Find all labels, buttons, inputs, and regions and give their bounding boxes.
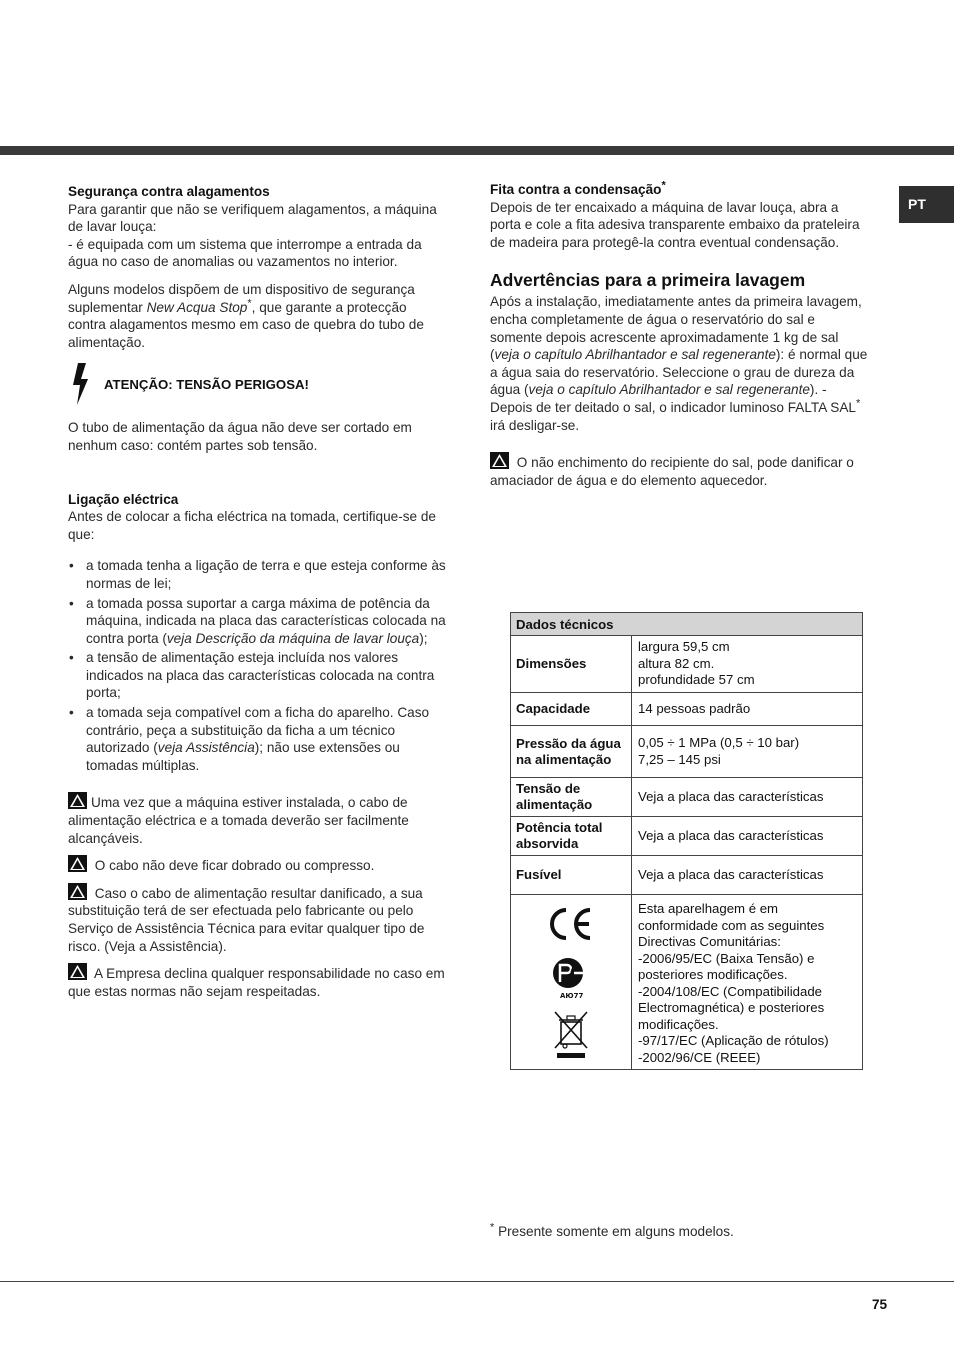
list-item <box>68 704 448 774</box>
electric-section <box>68 491 448 775</box>
warning-3 <box>68 883 448 955</box>
row-value: Veja a placa das características <box>632 778 863 817</box>
cert-line: -2002/96/CE (REEE) <box>638 1049 761 1065</box>
tape-title <box>490 181 870 199</box>
warning-triangle-icon <box>68 855 87 872</box>
first-wash-title: Advertências para a primeira lavagem <box>490 270 806 291</box>
cert-line: Esta aparelhagem é em conformidade com as seguintes Directivas Comunitárias: <box>638 901 825 949</box>
certification-text <box>632 895 863 1070</box>
table-row <box>511 693 863 726</box>
language-tab: PT <box>899 186 954 223</box>
footnote-text: Presente somente em alguns modelos. <box>498 1224 734 1239</box>
row-label: Tensão de alimentação <box>511 778 632 817</box>
tape-section <box>490 181 870 251</box>
technical-data-table <box>510 612 863 1070</box>
value-line: largura 59,5 cm <box>638 639 730 655</box>
row-label: Potência total absorvida <box>511 817 632 856</box>
list-item: • a tomada tenha a ligação de terra e que esteja conforme às normas de lei; <box>68 557 448 592</box>
list-item-reference: veja Descrição da máquina de lavar louça <box>166 630 420 646</box>
first-wash-text-part: ). - Depois de ter deitado o sal, o indicador luminoso FALTA SAL <box>490 382 856 415</box>
first-wash-text-part: Após a instalação, imediatamente antes da primeira lavagem, encha completamente de água o reservatório do sal e somente depois acrescente aproximadamente 1 kg de sal ( <box>490 294 862 363</box>
value-line: 7,25 – 145 psi <box>638 751 721 767</box>
warning-text: Caso o cabo de alimentação resultar danificado, a sua substituição terá de ser efectuada pelo fabricante ou pelo Serviço de Assistência Técnica para evitar qualquer tipo de risco. (Veja a Assistência). <box>68 885 425 954</box>
attention-text: O tubo de alimentação da água não deve ser cortado em nenhum caso: contém partes sob tensão. <box>68 420 412 453</box>
pct-code: АЮ77 <box>560 992 584 1000</box>
page-number: 75 <box>872 1297 888 1312</box>
list-item-text: ); não use extensões ou tomadas múltiplas. <box>86 740 400 773</box>
asterisk-mark: * <box>247 297 252 310</box>
list-item: • a tensão de alimentação esteja incluída nos valores indicados na placa das características colocada na contra porta; <box>68 649 448 702</box>
table-row <box>511 895 863 1070</box>
table-row <box>511 636 863 693</box>
attention-label: ATENÇÃO: TENSÃO PERIGOSA! <box>104 376 309 392</box>
electric-intro: Antes de colocar a ficha eléctrica na tomada, certifique-se de que: <box>68 509 436 542</box>
list-item-text: a tomada seja compatível com a ficha do aparelho. Caso contrário, peça a substituição da ficha a um técnico autorizado ( <box>86 705 430 756</box>
table-row <box>511 726 863 778</box>
warning-text: A Empresa declina qualquer responsabilidade no caso em que estas normas não sejam respeitadas. <box>68 966 445 999</box>
cert-line: -2004/108/EC (Compatibilidade Electromagnética) e posteriores modificações. <box>638 983 825 1032</box>
value-line: altura 82 cm. <box>638 655 715 671</box>
row-value: 14 pessoas padrão <box>632 693 863 726</box>
asterisk-mark: * <box>661 179 666 192</box>
warning-text: O cabo não deve ficar dobrado ou compresso. <box>94 858 375 874</box>
top-header-bar <box>0 146 954 155</box>
cert-line: -2006/95/EC (Baixa Tensão) e posteriores modificações. <box>638 950 815 982</box>
warning-triangle-icon <box>68 963 87 980</box>
value-line: profundidade 57 cm <box>638 672 755 688</box>
asterisk-mark: * <box>490 1221 495 1234</box>
warning-4 <box>68 963 448 1000</box>
row-label: Capacidade <box>511 693 632 726</box>
row-value <box>632 726 863 778</box>
list-item-text: a tomada possa suportar a carga máxima de potência da máquina, indicada na placa das características colocada na contra porta ( <box>86 595 446 646</box>
row-value: Veja a placa das características <box>632 856 863 895</box>
left-column <box>68 183 448 1010</box>
table-row <box>511 856 863 895</box>
acqua-stop-name: New Acqua Stop <box>146 299 248 315</box>
warning-triangle-icon <box>68 883 87 900</box>
first-wash-text-part: irá desligar-se. <box>490 417 580 433</box>
table-header: Dados técnicos <box>511 613 863 636</box>
warning-triangle-icon <box>490 452 509 469</box>
warning-triangle-icon <box>68 792 87 809</box>
salt-warning <box>490 452 870 489</box>
list-item-text: ); <box>419 630 428 646</box>
acqua-stop-text-b: , que garante a protecção contra alagamentos mesmo em caso de quebra do tubo de alimentação. <box>68 299 424 350</box>
tape-text: Depois de ter encaixado a máquina de lavar louça, abra a porta e cole a fita adesiva transparente embaixo da prateleira de madeira para protegê-la contra eventual condensação. <box>490 199 860 250</box>
row-label: Pressão da água na alimentação <box>511 726 632 778</box>
warning-2 <box>68 855 448 875</box>
row-label: Fusível <box>511 856 632 895</box>
row-value: Veja a placa das características <box>632 817 863 856</box>
flood-title: Segurança contra alagamentos <box>68 184 270 199</box>
list-item-reference: veja Assistência <box>157 740 255 756</box>
footer-rule <box>0 1281 954 1282</box>
lightning-bolt-icon <box>68 361 98 407</box>
footnote <box>490 1221 734 1239</box>
value-line: 0,05 ÷ 1 MPa (0,5 ÷ 10 bar) <box>638 735 800 750</box>
acqua-stop-text-a: Alguns modelos dispõem de um dispositivo de segurança suplementar <box>68 281 415 315</box>
list-item <box>68 595 448 648</box>
warning-1 <box>68 792 448 847</box>
table-row <box>511 778 863 817</box>
warning-text: O não enchimento do recipiente do sal, pode danificar o amaciador de água e do elemento aquecedor. <box>490 455 854 488</box>
row-value <box>632 636 863 693</box>
first-wash-text-part: ): é normal que a água saia do reservatório. Seleccione o grau de dureza da água ( <box>490 347 868 398</box>
flood-text-1: Para garantir que não se verifiquem alagamentos, a máquina de lavar louça: <box>68 201 437 235</box>
first-wash-reference: veja o capítulo Abrilhantador e sal regenerante <box>528 382 810 398</box>
right-column <box>490 181 870 499</box>
table-row <box>511 817 863 856</box>
flood-section <box>68 183 448 271</box>
certification-marks <box>511 895 632 1070</box>
pct-mark-icon <box>546 956 596 1000</box>
flood-text-1b: - é equipada com um sistema que interrompe a entrada da água no caso de anomalias ou vazamentos no interior. <box>68 236 422 270</box>
tape-title-text: Fita contra a condensação <box>490 182 662 197</box>
electric-checklist <box>68 557 448 774</box>
ce-mark-icon <box>546 904 596 944</box>
row-label: Dimensões <box>511 636 632 693</box>
acqua-stop-paragraph <box>68 281 448 351</box>
warning-text: Uma vez que a máquina estiver instalada, o cabo de alimentação eléctrica e a tomada deverão ser facilmente alcançáveis. <box>68 795 409 846</box>
warnings-section <box>68 792 448 1000</box>
first-wash-text <box>490 293 870 434</box>
first-wash-reference: veja o capítulo Abrilhantador e sal regenerante <box>494 347 776 363</box>
electric-title: Ligação eléctrica <box>68 491 179 507</box>
cert-line: -97/17/EC (Aplicação de rótulos) <box>638 1033 829 1048</box>
table-header-row <box>511 613 863 636</box>
attention-voltage <box>68 361 448 407</box>
weee-bin-icon <box>551 1010 591 1060</box>
asterisk-mark: * <box>855 397 861 410</box>
